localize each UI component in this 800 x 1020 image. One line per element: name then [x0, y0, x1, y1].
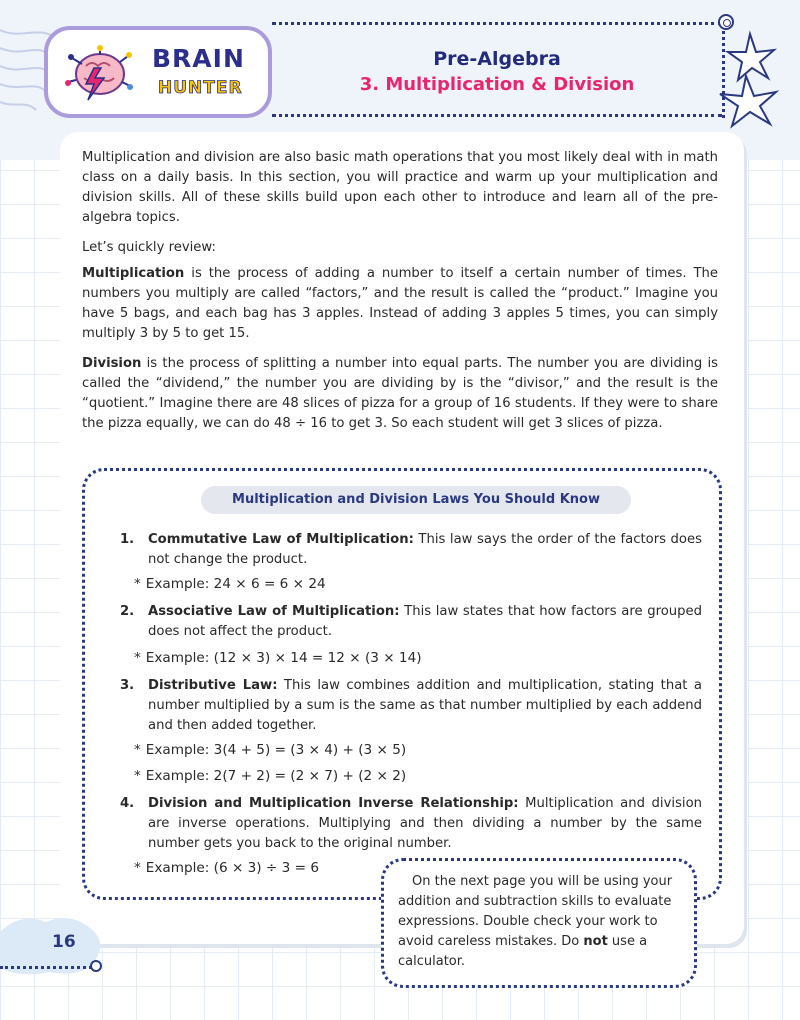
law-text: This law says the order of the factors does not change the product.: [148, 532, 702, 567]
law-text: This law combines addition and multiplication, stating that a number multiplied by a sum is the same as that number multiplied by each addend and then added together.: [148, 678, 702, 733]
page-title: Pre-Algebra: [433, 48, 561, 70]
law-example: [134, 740, 406, 760]
header-dotted-border: [272, 114, 722, 117]
division-paragraph: [82, 354, 718, 434]
note-text-after: use a calculator.: [398, 934, 648, 969]
note-emphasis: not: [583, 934, 608, 949]
logo-word-hunter: HUNTER: [158, 78, 243, 98]
law-number: 1.: [120, 532, 135, 547]
laws-heading: Multiplication and Division Laws You Should Know: [201, 486, 631, 514]
header-dotted-border: [272, 22, 722, 25]
bullet-star-icon: *: [134, 860, 141, 876]
law-example: [134, 648, 422, 668]
example-text: Example: 2(7 + 2) = (2 × 7) + (2 × 2): [145, 768, 407, 784]
brain-hunter-logo: [44, 26, 272, 118]
page-number: 16: [52, 932, 76, 952]
intro-paragraph: Multiplication and division are also basic math operations that you most likely deal with in math class on a daily basis. In this section, you will practice and warm up your multiplication and division skills. All of these skills build upon each other to introduce and learn all of the pre-algebra topics.: [82, 150, 718, 225]
multiplication-definition: is the process of adding a number to itself a certain number of times. The numbers you multiply are called “factors,” and the result is called the “product.” Imagine you have 5 bags, and each bag has 3 apples. Instead of adding 3 apples 5 times, you can simply multiply 3 by 5 to get 15.: [82, 266, 718, 341]
law-term: Associative Law of Multiplication:: [148, 604, 400, 619]
example-text: Example: 3(4 + 5) = (3 × 4) + (3 × 5): [145, 742, 407, 758]
law-number: 3.: [120, 678, 135, 693]
law-term: Commutative Law of Multiplication:: [148, 532, 414, 547]
review-lead: Let’s quickly review:: [82, 240, 216, 255]
logo-word-brain: BRAIN: [152, 44, 245, 73]
section-subtitle: 3. Multiplication & Division: [359, 74, 635, 95]
note-text-before: On the next page you will be using your addition and subtraction skills to evaluate expressions. Double check your work to avoid careless mistakes. Do: [398, 874, 673, 949]
law-item: [120, 530, 702, 570]
law-text: This law states that how factors are grouped does not affect the product.: [148, 604, 702, 639]
note-text: [398, 872, 688, 972]
bullet-star-icon: *: [134, 650, 141, 666]
circle-ornament-icon: [90, 960, 102, 972]
multiplication-paragraph: [82, 264, 718, 344]
law-text: Multiplication and division are inverse operations. Multiplying and then dividing a number by the same number gets you back to the original number.: [148, 796, 702, 851]
division-definition: is the process of splitting a number into equal parts. The number you are dividing is called the “dividend,” the number you are dividing by is the “divisor,” and the result is the “quotient.” Imagine there are 48 slices of pizza for a group of 16 students. If they were to share the pizza equally, we can do 48 ÷ 16 to get 3. So each student will get 3 slices of pizza.: [82, 356, 718, 431]
law-number: 2.: [120, 604, 135, 619]
example-text: Example: (12 × 3) × 14 = 12 × (3 × 14): [145, 650, 422, 666]
law-example: [134, 858, 319, 878]
footer-dotted-line: [0, 966, 92, 969]
law-item: [120, 602, 702, 642]
multiplication-term: Multiplication: [82, 266, 185, 281]
example-text: Example: (6 × 3) ÷ 3 = 6: [145, 860, 319, 876]
law-item: [120, 676, 702, 736]
bullet-star-icon: *: [134, 768, 141, 784]
bullet-star-icon: *: [134, 576, 141, 592]
law-example: [134, 766, 406, 786]
example-text: Example: 24 × 6 = 6 × 24: [145, 576, 326, 592]
bullet-star-icon: *: [134, 742, 141, 758]
law-item: [120, 794, 702, 854]
brain-icon: [64, 42, 134, 106]
law-example: [134, 574, 326, 594]
stars-icon: [706, 26, 796, 136]
law-number: 4.: [120, 796, 135, 811]
division-term: Division: [82, 356, 142, 371]
law-term: Distributive Law:: [148, 678, 278, 693]
law-term: Division and Multiplication Inverse Relationship:: [148, 796, 519, 811]
